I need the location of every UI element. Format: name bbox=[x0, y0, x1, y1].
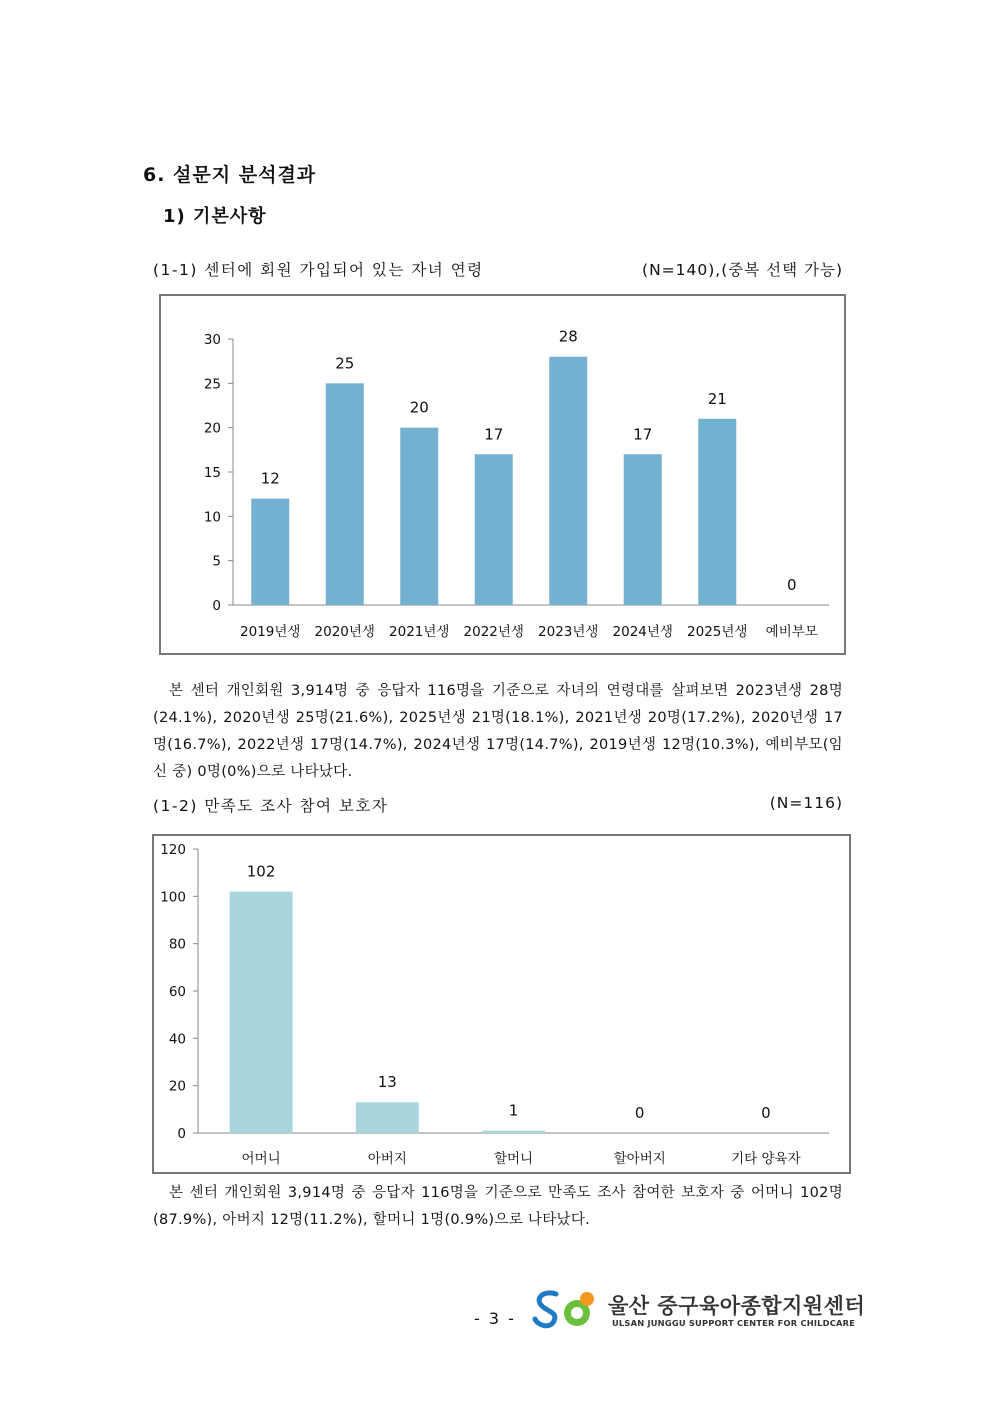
chart1-y-tick-label: 30 bbox=[203, 332, 221, 348]
chart1-category-label: 2019년생 bbox=[240, 624, 301, 640]
chart1-category-label: 2024년생 bbox=[612, 624, 673, 640]
chart1-category-label: 예비부모 bbox=[765, 624, 818, 640]
chart1-category-label: 2021년생 bbox=[389, 624, 450, 640]
chart1-y-tick-label: 5 bbox=[212, 553, 221, 570]
chart2-y-tick-label: 80 bbox=[168, 936, 186, 953]
chart1-data-label: 17 bbox=[484, 425, 504, 444]
chart1-caption: (1-1) 센터에 회원 가입되어 있는 자녀 연령 bbox=[153, 261, 484, 279]
chart1-bar bbox=[549, 357, 587, 605]
chart2-data-label: 102 bbox=[246, 862, 276, 881]
chart2-y-tick-label: 100 bbox=[160, 889, 186, 906]
chart2-caption: (1-2) 만족도 조사 참여 보호자 bbox=[153, 797, 389, 815]
chart2-y-tick-label: 0 bbox=[177, 1126, 186, 1142]
chart1-category-label: 2025년생 bbox=[687, 624, 748, 640]
chart2-frame bbox=[152, 834, 851, 1174]
chart2-category-label: 할머니 bbox=[493, 1151, 534, 1167]
center-logo-icon bbox=[532, 1288, 606, 1332]
paragraph-2 bbox=[153, 1180, 843, 1234]
chart2-category-label: 할아버지 bbox=[613, 1151, 666, 1167]
chart1-y-tick-label: 20 bbox=[203, 420, 221, 437]
chart2-data-label: 0 bbox=[761, 1104, 771, 1122]
chart1-category-label: 2022년생 bbox=[463, 624, 524, 640]
chart1-data-label: 0 bbox=[786, 576, 797, 594]
chart1-bar bbox=[475, 454, 513, 605]
chart2-category-label: 어머니 bbox=[241, 1151, 281, 1167]
chart1-frame bbox=[159, 294, 846, 655]
chart1-y-tick-label: 10 bbox=[203, 509, 221, 526]
chart2-category-label: 기타 양육자 bbox=[731, 1151, 801, 1167]
paragraph-1 bbox=[153, 678, 843, 786]
chart1-data-label: 21 bbox=[707, 389, 727, 408]
chart1-data-label: 28 bbox=[558, 327, 578, 346]
logo-text-english: ULSAN JUNGGU SUPPORT CENTER FOR CHILDCARE bbox=[612, 1318, 856, 1328]
chart2-y-tick-label: 120 bbox=[160, 842, 186, 858]
paragraph-2-text: 본 센터 개인회원 3,914명 중 응답자 116명을 기준으로 만족도 조사 참여한 보호자 중 어머니 102명(87.9%), 아버지 12명(11.2%), 할머니 1명(0.9%)으로 나타났다. bbox=[153, 1185, 843, 1228]
chart1-svg bbox=[161, 296, 844, 653]
chart1-category-label: 2020년생 bbox=[314, 624, 375, 640]
chart1-category-label: 2023년생 bbox=[538, 624, 599, 640]
chart1-data-label: 20 bbox=[409, 398, 429, 417]
chart1-bar bbox=[698, 419, 736, 605]
subsection-title: 1) 기본사항 bbox=[163, 206, 267, 227]
chart1-data-label: 12 bbox=[260, 469, 280, 488]
chart2-data-label: 1 bbox=[508, 1101, 519, 1120]
chart1-data-label: 25 bbox=[335, 354, 355, 373]
chart2-data-label: 0 bbox=[634, 1104, 645, 1122]
chart1-bar bbox=[400, 428, 438, 605]
chart2-bar bbox=[356, 1102, 419, 1133]
paragraph-1-text: 본 센터 개인회원 3,914명 중 응답자 116명을 기준으로 자녀의 연령대를 살펴보면 2023년생 28명(24.1%), 2020년생 25명(21.6%), 2025년생 21명(18.1%), 2021년생 20명(17.2%), 2020년생 17명(16.7%), 2022년생 17명(14.7%), 2024년생 17명(14.7%), 2019년생 12명(10.3%), 예비부모(임신 중) 0명(0%)으로 나타났다. bbox=[153, 683, 843, 780]
chart2-svg bbox=[154, 836, 849, 1172]
chart1-n-note: (N=140),(중복 선택 가능) bbox=[642, 261, 843, 279]
chart1-data-label: 17 bbox=[633, 425, 653, 444]
chart2-bar bbox=[230, 892, 293, 1133]
chart2-y-tick-label: 20 bbox=[168, 1078, 186, 1095]
chart2-bar bbox=[482, 1131, 545, 1133]
chart1-bar bbox=[326, 383, 364, 605]
chart2-y-tick-label: 60 bbox=[168, 984, 186, 1000]
chart1-y-tick-label: 25 bbox=[203, 376, 221, 393]
chart2-category-label: 아버지 bbox=[367, 1151, 407, 1167]
chart2-n-note: (N=116) bbox=[769, 794, 843, 812]
chart2-y-tick-label: 40 bbox=[168, 1031, 186, 1048]
chart1-y-tick-label: 15 bbox=[203, 465, 221, 481]
chart2-data-label: 13 bbox=[377, 1073, 397, 1092]
chart1-bar bbox=[624, 454, 662, 605]
chart1-bar bbox=[251, 499, 289, 605]
logo-text-korean: 울산 중구육아종합지원센터 bbox=[608, 1294, 866, 1318]
page-number: - 3 - bbox=[474, 1309, 516, 1328]
section-title: 6. 설문지 분석결과 bbox=[143, 164, 317, 186]
chart1-y-tick-label: 0 bbox=[212, 598, 221, 614]
